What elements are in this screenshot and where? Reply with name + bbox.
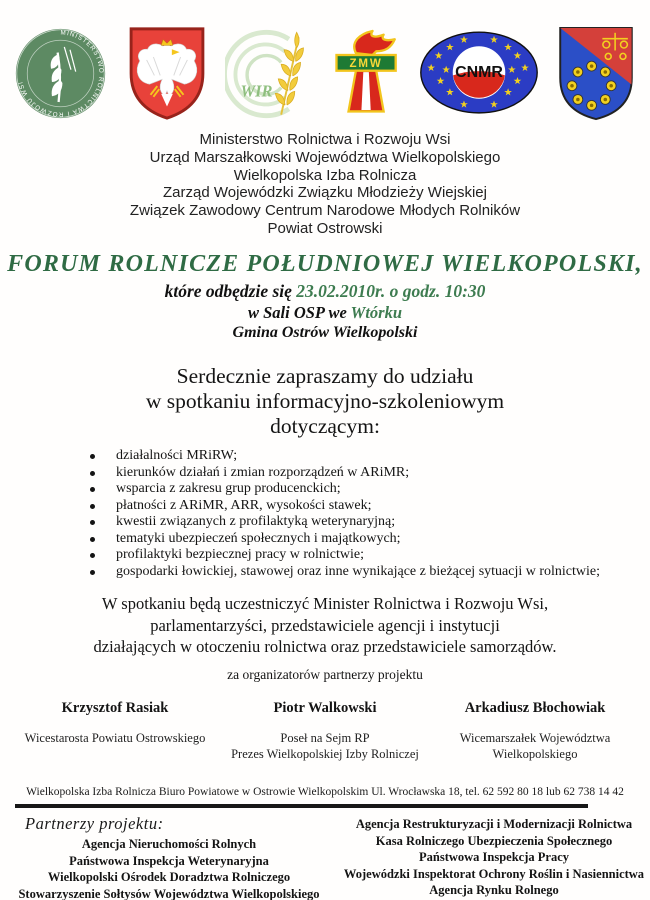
topic-item: kierunków działań i zmian rozporządzeń w ARiMR; <box>88 465 600 482</box>
topic-item: gospodarki łowickiej, stawowej oraz inne wynikające z bieżącej sytuacji w rolnictwie; <box>88 564 600 581</box>
partners-heading: Partnerzy projektu: <box>25 814 164 833</box>
signatory-roles <box>430 731 640 762</box>
partner-item: Państwowa Inspekcja Pracy <box>419 850 569 864</box>
wielkopolska-coat-of-arms-icon <box>123 25 211 122</box>
signatory-role: Wicestarosta Powiatu Ostrowskiego <box>24 731 206 745</box>
partner-item: Agencja Rynku Rolnego <box>429 883 559 897</box>
signatory-roles <box>10 731 220 747</box>
signatory-role: Wicemarszałek Województwa <box>459 731 611 745</box>
signatory <box>220 700 430 762</box>
partners-left-column <box>0 814 338 900</box>
partner-item: Wojewódzki Inspektorat Ochrony Roślin i Nasiennictwa <box>343 866 645 881</box>
event-title: FORUM ROLNICZE POŁUDNIOWEJ WIELKOPOLSKI, <box>7 251 643 277</box>
footer-rule <box>15 804 588 808</box>
cnmr-label: CNMR <box>455 64 504 82</box>
powiat-ostrowski-coat-of-arms-icon <box>554 24 638 122</box>
signatory-role: Wielkopolskiego <box>492 746 578 761</box>
seal-ring-text: MINISTERSTWO ROLNICTWA I ROZWOJU WSI <box>17 28 105 117</box>
event-place-line <box>0 303 650 322</box>
topics-list <box>88 448 600 580</box>
organizers-note: za organizatorów partnerzy projektu <box>227 667 423 682</box>
attendees-line: parlamentarzyści, przedstawiciele agencji i instytucji <box>150 615 500 635</box>
wheat-ear-icon <box>275 32 303 114</box>
organization-line: Zarząd Wojewódzki Związku Młodzieży Wiejskiej <box>163 184 487 202</box>
event-place: Wtórku <box>350 303 403 322</box>
topic-item: wsparcia z zakresu grup producenckich; <box>88 481 600 498</box>
signatory <box>430 700 640 762</box>
wir-label: WIR <box>240 80 273 100</box>
partners-left-list <box>0 836 338 900</box>
partner-item: Państwowa Inspekcja Weterynaryjna <box>69 853 269 868</box>
invitation-line: dotyczącym: <box>270 414 380 438</box>
topic-item: profilaktyki bezpiecznej pracy w rolnictwie; <box>88 547 600 564</box>
ministry-of-agriculture-seal-icon <box>12 26 109 121</box>
topic-item: płatności z ARiMR, ARR, wysokości stawek; <box>88 498 600 515</box>
logos-row <box>12 24 638 122</box>
partner-item: Stowarzyszenie Sołtysów Województwa Wielkopolskiego <box>18 886 320 900</box>
invitation-line: w spotkaniu informacyjno-szkoleniowym <box>145 389 505 413</box>
partners-right-list <box>338 816 650 899</box>
wir-arcs <box>225 32 289 115</box>
footer-address: Wielkopolska Izba Rolnicza Biuro Powiatowe w Ostrowie Wielkopolskim Ul. Wrocławska 18, tel. 62 592 80 18 lub 62 738 14 42 <box>26 786 624 798</box>
partner-item: Kasa Rolniczego Ubezpieczenia Społecznego <box>375 833 613 848</box>
event-commune: Gmina Ostrów Wielkopolski <box>232 324 418 341</box>
partner-item: Wielkopolski Ośrodek Doradztwa Rolniczego <box>47 870 291 884</box>
event-headline <box>0 249 650 342</box>
event-date: 23.02.2010r. o godz. 10:30 <box>296 281 486 301</box>
wir-logo-icon <box>225 26 317 121</box>
organizations-list <box>0 131 650 238</box>
signatory-name: Arkadiusz Błochowiak <box>464 700 606 716</box>
organization-line: Ministerstwo Rolnictwa i Rozwoju Wsi <box>199 131 451 148</box>
attendees-line: W spotkaniu będą uczestniczyć Minister Rolnictwa i Rozwoju Wsi, <box>101 594 549 613</box>
attendees-paragraph <box>0 593 650 658</box>
zmw-label: ZMW <box>349 57 384 70</box>
partner-item: Agencja Restrukturyzacji i Modernizacji Rolnictwa <box>355 817 633 831</box>
organization-line: Urząd Marszałkowski Województwa Wielkopolskiego <box>149 148 501 166</box>
event-place-prefix: w Sali OSP we <box>247 303 351 322</box>
partners-right-column <box>338 814 650 900</box>
organization-line: Powiat Ostrowski <box>267 219 383 237</box>
topic-item: tematyki ubezpieczeń społecznych i majątkowych; <box>88 531 600 548</box>
invitation-line: Serdecznie zapraszamy do udziału <box>176 364 474 388</box>
cnmr-logo-icon <box>418 28 540 118</box>
organization-line: Wielkopolska Izba Rolnicza <box>233 166 417 184</box>
signatory <box>10 700 220 762</box>
organization-line: Związek Zawodowy Centrum Narodowe Młodych Rolników <box>129 202 521 220</box>
signatories-row <box>10 700 640 762</box>
signatory-role: Prezes Wielkopolskiej Izby Rolniczej <box>231 746 419 761</box>
signatory-roles <box>220 731 430 762</box>
topic-item: kwestii związanych z profilaktyką weterynaryjną; <box>88 514 600 531</box>
topic-item: działalności MRiRW; <box>88 448 600 465</box>
partner-item: Agencja Nieruchomości Rolnych <box>81 837 257 851</box>
signatory-name: Piotr Walkowski <box>273 700 377 716</box>
event-date-line <box>0 281 650 302</box>
zmw-torch-logo-icon <box>330 26 404 121</box>
signatory-role: Poseł na Sejm RP <box>280 731 370 745</box>
attendees-line: działających w otoczeniu rolnictwa oraz przedstawiciele samorządów. <box>93 637 557 656</box>
invitation-text <box>0 364 650 439</box>
event-date-prefix: które odbędzie się <box>164 281 297 301</box>
flame-icon <box>355 30 395 54</box>
partners-section <box>0 814 650 900</box>
signatory-name: Krzysztof Rasiak <box>61 700 169 716</box>
